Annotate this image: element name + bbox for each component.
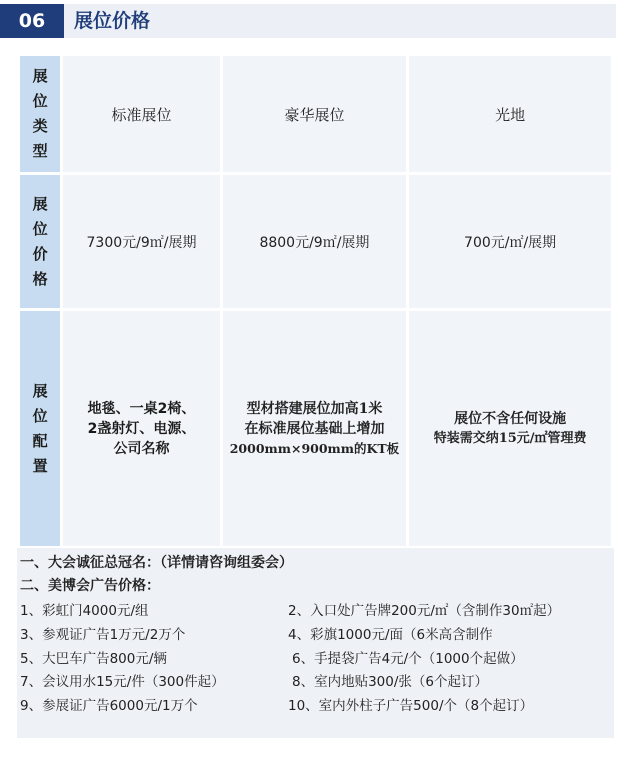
config-line: 公司名称 [113, 440, 170, 457]
row-label-booth-config [20, 311, 60, 546]
ad-item: 5、大巴车广告800元/辆 [20, 651, 167, 667]
table-row-price [20, 175, 611, 308]
notes-panel [17, 548, 614, 738]
label-char: 价 [32, 244, 48, 263]
ad-item: 6、手提袋广告4元/个（1000个起做） [292, 651, 524, 667]
config-line: 展位不含任何设施 [454, 410, 567, 427]
table-row-config [20, 311, 611, 546]
cell-raw-space-config [409, 311, 611, 546]
label-char: 型 [32, 142, 48, 160]
cell-deluxe-booth: 豪华展位 [223, 56, 407, 172]
config-line: 2盏射灯、电源、 [87, 420, 196, 437]
label-char: 展 [32, 381, 48, 400]
section-number: 06 [0, 4, 64, 38]
ad-item: 7、会议用水15元/件（300件起） [20, 674, 225, 690]
config-line: 在标准展位基础上增加 [244, 420, 385, 437]
ad-item: 10、室内外柱子广告500/个（8个起订） [288, 698, 534, 714]
ad-item: 3、参观证广告1万元/2万个 [20, 627, 186, 643]
config-line: 地毯、一桌2椅、 [87, 400, 196, 417]
ad-item: 1、彩虹门4000元/组 [20, 603, 149, 619]
label-char: 置 [32, 456, 48, 475]
ad-item: 4、彩旗1000元/面（6米高含制作 [288, 627, 493, 643]
label-char: 展 [32, 194, 48, 213]
row-label-booth-price [20, 175, 60, 308]
notes-heading-sponsor: 一、大会诚征总冠名：（详情请咨询组委会） [20, 555, 293, 571]
label-char: 类 [32, 117, 48, 135]
config-line: 2000mm×900mm的KT板 [229, 440, 400, 456]
config-line: 型材搭建展位加高1米 [246, 400, 383, 417]
label-char: 位 [32, 92, 48, 110]
row-label-booth-type [20, 56, 60, 172]
label-char: 配 [32, 431, 48, 450]
label-char: 格 [32, 269, 48, 288]
table-row-type [20, 56, 611, 172]
label-char: 位 [32, 219, 48, 238]
cell-standard-price: 7300元/9㎡/展期 [63, 175, 219, 308]
cell-deluxe-price: 8800元/9㎡/展期 [223, 175, 407, 308]
section-title-bar [64, 4, 616, 38]
notes-heading-ad-prices: 二、美博会广告价格： [20, 578, 160, 594]
label-char: 位 [32, 406, 48, 425]
section-title: 展位价格 [74, 10, 151, 32]
ad-item: 9、参展证广告6000元/1万个 [20, 698, 198, 714]
cell-raw-space-price: 700元/㎡/展期 [409, 175, 611, 308]
cell-raw-space: 光地 [409, 56, 611, 172]
label-char: 展 [32, 67, 48, 85]
cell-standard-config [63, 311, 219, 546]
cell-standard-booth: 标准展位 [63, 56, 219, 172]
ad-item: 2、入口处广告牌200元/㎡（含制作30㎡起） [288, 603, 561, 619]
cell-deluxe-config [223, 311, 407, 546]
section-header [0, 0, 634, 42]
booth-price-table [17, 53, 614, 549]
config-line: 特装需交纳15元/㎡管理费 [433, 430, 587, 446]
ad-item: 8、室内地贴300/张（6个起订） [292, 674, 488, 690]
